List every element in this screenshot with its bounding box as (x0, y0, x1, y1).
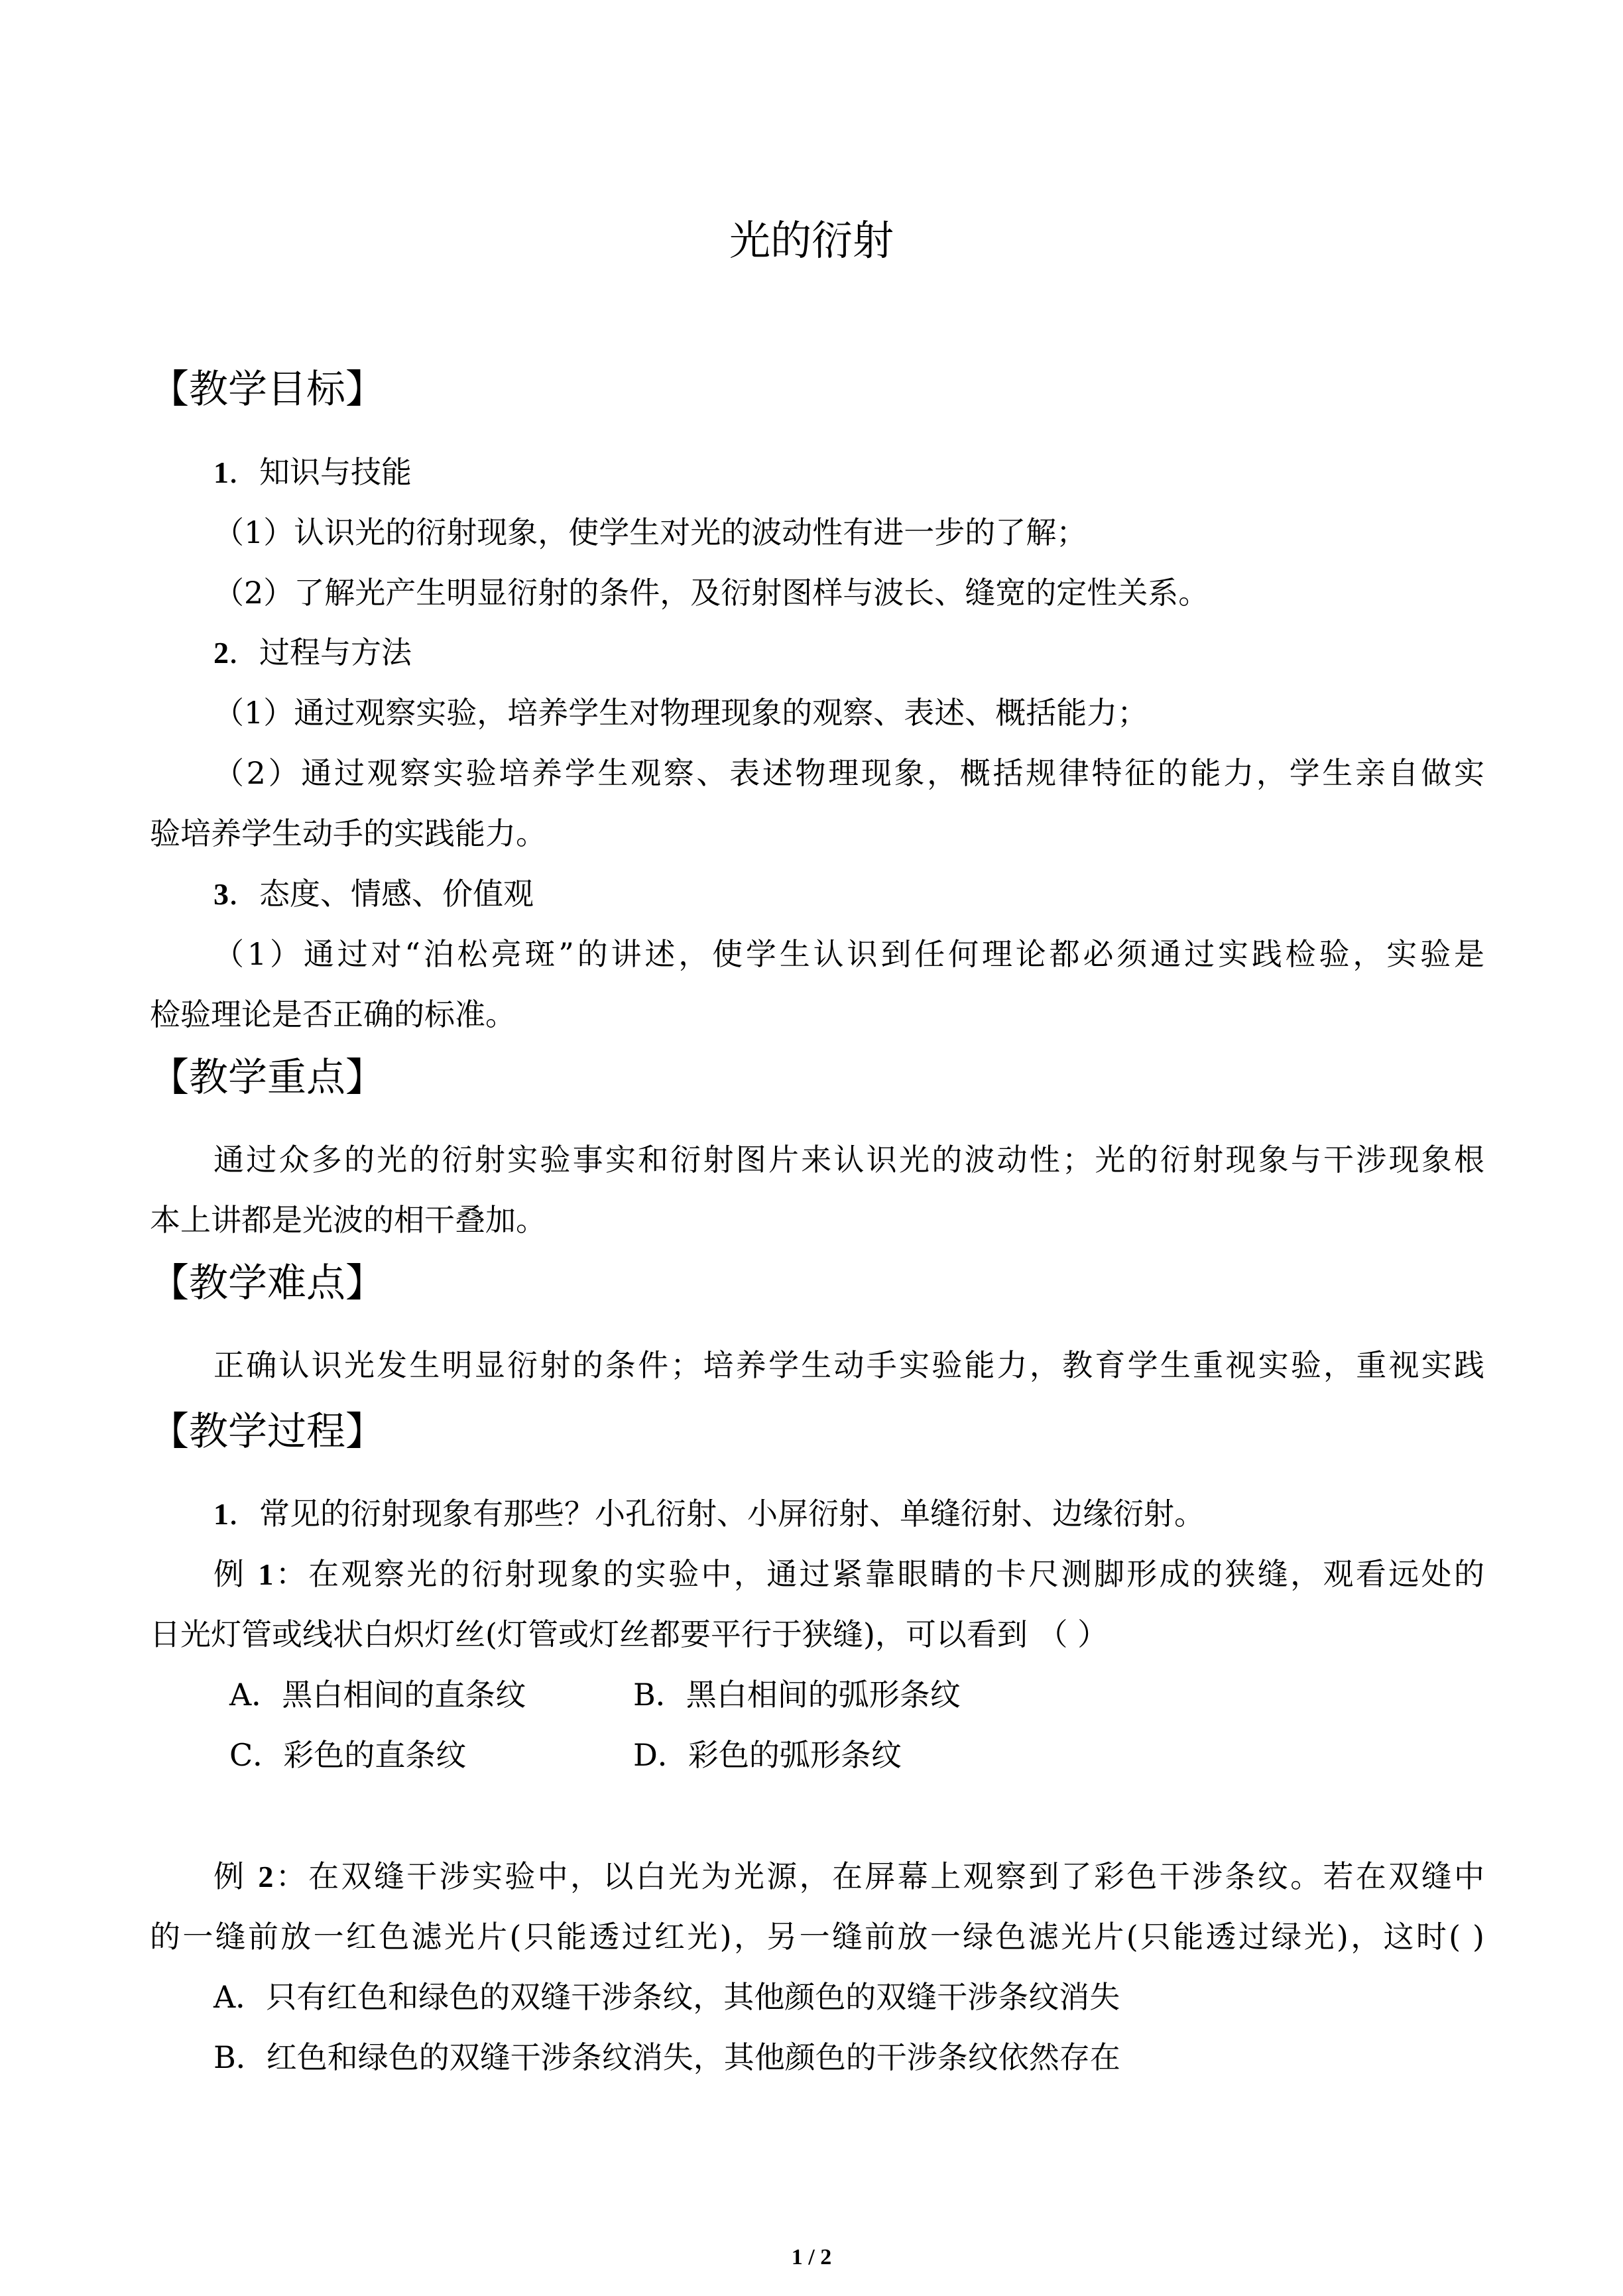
objective-3-item-1-line-1: （1）通过对“泊松亮斑”的讲述，使学生认识到任何理论都必须通过实践检验，实验是 (213, 936, 1484, 972)
example-1-option-a: A．黑白相间的直条纹 (229, 1677, 526, 1713)
process-point-1-number: 1 (213, 1497, 229, 1531)
section-heading-key-points: 【教学重点】 (150, 1054, 385, 1100)
objective-1-item-1: （1）认识光的衍射现象，使学生对光的波动性有进一步的了解； (213, 514, 1087, 550)
objective-1-title (213, 451, 412, 494)
section-heading-process: 【教学过程】 (150, 1408, 385, 1454)
example-1-label: 例 (213, 1556, 259, 1592)
objective-2-text: ．过程与方法 (229, 634, 412, 670)
objective-2-item-2-line-2: 验培养学生动手的实践能力。 (150, 816, 546, 851)
objective-3-text: ．态度、情感、价值观 (229, 876, 534, 912)
objective-1-text: ．知识与技能 (229, 454, 412, 490)
example-1-text: ：在观察光的衍射现象的实验中，通过紧靠眼睛的卡尺测脚形成的狭缝，观看远处的 (273, 1556, 1484, 1592)
example-2-label: 例 (213, 1858, 259, 1894)
objective-2-item-2-line-1: （2）通过观察实验培养学生观察、表述物理现象，概括规律特征的能力，学生亲自做实 (213, 755, 1484, 791)
example-2-line-2: 的一缝前放一红色滤光片(只能透过红光)，另一缝前放一绿色滤光片(只能透过绿光)，这时( ) (150, 1919, 1484, 1955)
section-heading-objectives: 【教学目标】 (150, 366, 385, 412)
process-point-1-text: ．常见的衍射现象有那些？小孔衍射、小屏衍射、单缝衍射、边缘衍射。 (229, 1496, 1205, 1532)
difficulties-line-1: 正确认识光发生明显衍射的条件；培养学生动手实验能力，教育学生重视实验，重视实践 (213, 1347, 1484, 1383)
example-1-option-b: B．黑白相间的弧形条纹 (633, 1677, 961, 1713)
objective-2-number: 2 (213, 636, 229, 670)
objective-3-item-1-line-2: 检验理论是否正确的标准。 (150, 997, 516, 1032)
example-1-line-2: 日光灯管或线状白炽灯丝(灯管或灯丝都要平行于狭缝)，可以看到 （ ） (150, 1616, 1109, 1652)
objective-1-item-2: （2）了解光产生明显衍射的条件，及衍射图样与波长、缝宽的定性关系。 (213, 575, 1209, 611)
example-2-text: ：在双缝干涉实验中，以白光为光源，在屏幕上观察到了彩色干涉条纹。若在双缝中 (273, 1858, 1484, 1894)
key-points-line-2: 本上讲都是光波的相干叠加。 (150, 1202, 546, 1238)
example-2-option-a: A．只有红色和绿色的双缝干涉条纹，其他颜色的双缝干涉条纹消失 (213, 1979, 1120, 2015)
page-number: 1 / 2 (791, 2245, 832, 2269)
objective-2-title (213, 631, 412, 674)
example-2-number: 2 (258, 1860, 274, 1894)
example-1-option-d: D．彩色的弧形条纹 (633, 1737, 902, 1773)
objective-3-number: 3 (213, 877, 229, 911)
example-1-number: 1 (258, 1557, 274, 1591)
objective-3-title (213, 873, 534, 916)
section-heading-difficulties: 【教学难点】 (150, 1260, 385, 1305)
example-2-line-1 (213, 1855, 1484, 1898)
objective-2-item-1: （1）通过观察实验，培养学生对物理现象的观察、表述、概括能力； (213, 695, 1148, 731)
example-1-line-1 (213, 1553, 1484, 1596)
objective-1-number: 1 (213, 455, 229, 489)
example-1-option-c: C．彩色的直条纹 (229, 1737, 467, 1773)
document-title: 光的衍射 (729, 216, 894, 265)
example-2-option-b: B．红色和绿色的双缝干涉条纹消失，其他颜色的干涉条纹依然存在 (213, 2039, 1120, 2075)
key-points-line-1: 通过众多的光的衍射实验事实和衍射图片来认识光的波动性；光的衍射现象与干涉现象根 (213, 1142, 1484, 1178)
process-point-1 (213, 1492, 1205, 1536)
